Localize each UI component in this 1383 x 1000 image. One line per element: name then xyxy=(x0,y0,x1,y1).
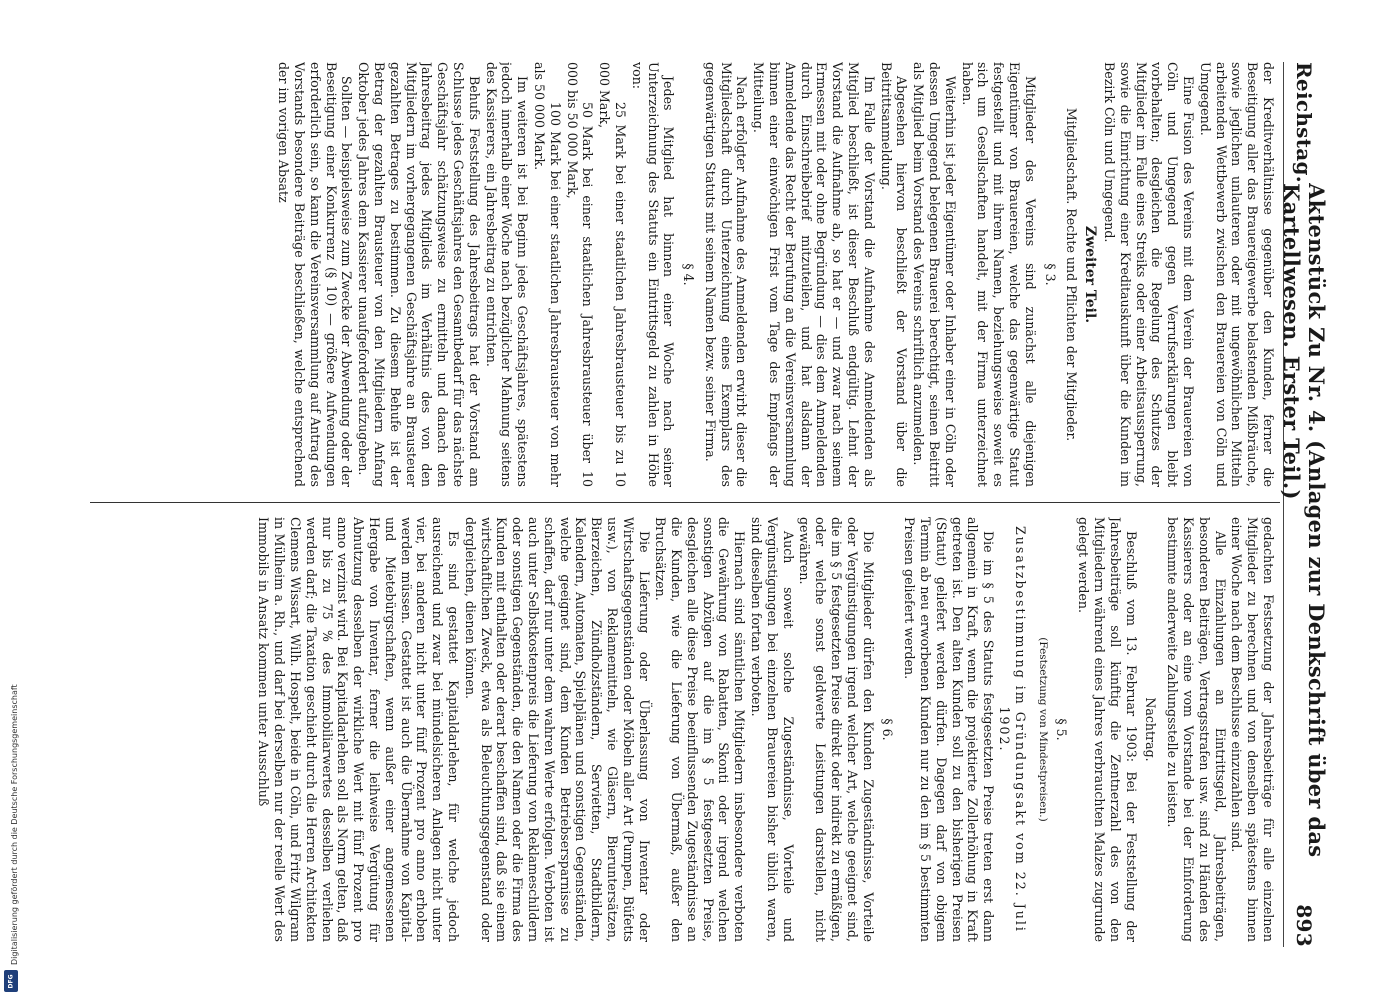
paragraph: Behufs Feststellung des Jahresbeitrags hat der Vorstand am Schlusse jedes Geschäftsjahres den Gesamtbedarf für das nächste Geschäftsjahr schätzungsweise zu ermitteln und danach den Jahresbeitrag jedes Mitglieds im Verhältnis des von den Mitgliedern im vorhergegangenen Geschäftsjahre an Brausteuer gezahlten Betrages zu bestimmen. Zu diesem Behufe ist der Betrag der gezahlten Brausteuer von den Mitgliedern Anfang Oktober jedes Jahres dem Kassierer unaufgefordert aufzugeben. xyxy=(356,62,482,487)
right-column xyxy=(91,517,1276,942)
dfg-logo xyxy=(4,970,18,992)
paragraph: Beschluß vom 13. Februar 1903: Bei der Feststellung der Jahresbeiträge soll künftig die Zentnerzahl des von den Mitgliedern während eines Jahres verbrauchten Malzes zugrunde gelegt werden. xyxy=(1076,517,1139,942)
scanned-page xyxy=(84,62,1329,947)
page-number: 893 xyxy=(1292,904,1316,947)
paragraph: Die Lieferung oder Überlassung von Inventar oder Wirtschaftsgegenständen oder Möbeln aller Art (Pumpen, Büfetts usw.), von Reklamemitteln, wie Gläsern, Bieruntersätzen, Bierzeichen, Zündholzständern, Servietten, Stadtbildern, Kalendern, Automaten, Spielplänen und sonstigen Gegenständen, welche geeignet sind, dem Kunden Betriebsersparnisse zu schaffen, darf nur unter dem wahren Werte erfolgen. Verboten ist auch unter Selbstkostenpreis die Lieferung von Reklameschildern oder sonstigen Gegenständen, die den Namen oder die Firma des Kunden mit enthalten oder derart beschaffen sind, daß sie einem wirtschaftlichen Zweck, etwa als Beleuchtungsgegenstand oder dergleichen, dienen können. xyxy=(462,517,652,942)
paragraph: Es sind gestattet Kapitaldarlehen, für welche jedoch ausreichend und zwar bei mündelsicheren Anlagen nicht unter vier, bei anderen nicht unter fünf Prozent pro anno erhoben werden müssen. Gestattet ist auch die Übernahme von Kapital- und Mietebürgschaften, wenn außer einer angemessenen Hergabe von Inventar, ferner die leihweise Vergütung für Abnutzung desselben der wirkliche Wert mit fünf Prozent pro anno verzinst wird. Bei Kapitaldarlehen soll als Norm gelten, daß nur bis zu 75 % des Immobiliarwertes desselben verliehen werden darf; die Taxation geschieht durch die Herren Architekten Clemens Wissart, Wilh. Hospelt, beide in Cöln, und Fritz Wilgram in Mülheim a. Rh., und darf bei derselben nur der reelle Wert des Immobils in Ansatz kommen unter Ausschluß xyxy=(256,517,461,942)
section-number: § 5. xyxy=(1054,718,1070,741)
digitization-sidebar xyxy=(0,0,20,1000)
page-header xyxy=(1279,62,1329,947)
paragraph: der Kreditverhältnisse gegenüber den Kunden, ferner die Beseitigung aller das Brauereigewerbe belastenden Mißbräuche, sowie jeglichen unlauteren oder mit ungewöhnlichen Mitteln arbeitenden Wettbewerb zwischen den Brauereien von Cöln und Umgegend. xyxy=(1197,62,1276,487)
dfg-logo-text: DFG xyxy=(7,973,15,989)
amount-line: 50 Mark bei einer staatlichen Jahresbrausteuer über 10 000 bis 50 000 Mark, xyxy=(564,62,596,487)
header-left: Reichstag. xyxy=(1292,62,1316,184)
paragraph: Abgesehen hiervon beschließt der Vorstand über die Beitrittsanmeldung. xyxy=(878,62,910,487)
nachtrag-heading: Nachtrag. xyxy=(1143,697,1159,762)
paragraph: Nach erfolgter Aufnahme des Anmeldenden erwirbt dieser die Mitgliedschaft durch Unterzeichnung eines Exemplars des gegenwärtigen Statuts mit seinem Namen bezw. seiner Firma. xyxy=(702,62,750,487)
amount-line: 100 Mark bei einer staatlichen Jahresbrausteuer von mehr als 50 000 Mark. xyxy=(531,62,563,487)
paragraph: Alle Einzahlungen an Eintrittsgeld, Jahresbeiträgen, besonderen Beiträgen, Vertragsstrafen usw. sind zu Händen des Kassierers oder an eine vom Vorstande bei der Einforderung bestimmte anderweite Zahlungsstelle zu leisten. xyxy=(1165,517,1228,942)
paragraph: Mitglieder des Vereins sind zunächst alle diejenigen Eigentümer von Brauereien, welche das gegenwärtige Statut festgestellt und mit ihrem Namen, beziehungsweise soweit es sich um Gesellschaften handelt, mit der Firma unterzeichnet haben. xyxy=(959,62,1038,487)
amount-line: 25 Mark bei einer staatlichen Jahresbrausteuer bis zu 10 000 Mark, xyxy=(597,62,628,487)
section-number: § 3. xyxy=(1042,263,1058,286)
paragraph: Im weiteren ist bei Beginn jedes Geschäftsjahres, spätestens jedoch innerhalb einer Woche nach bezüglicher Mahnung seitens des Kassierers, ein Jahresbeitrag zu entrichten. xyxy=(483,62,531,487)
paragraph: Die Mitglieder dürfen den Kunden Zugeständnisse, Vorteile oder Vergünstigungen irgend welcher Art, welche geeignet sind, die im § 5 festgesetzten Preise direkt oder indirekt zu ermäßigen, oder welche sonst geldwerte Leistungen darstellen, nicht gewähren. xyxy=(797,517,876,942)
paragraph: Sollten — beispielsweise zum Zwecke der Abwendung oder der Beseitigung einer Konkurrenz (§ 10) — größere Aufwendungen erforderlich sein, so kann die Vereinsversammlung auf Antrag des Vorstands besondere Beiträge beschließen, welche entsprechend der im vorigen Absatz xyxy=(276,62,355,487)
paragraph: Eine Fusion des Vereins mit dem Verein der Brauereien von Cöln und Umgegend gegen Verrufserklärungen bleibt vorbehalten; desgleichen die Regelung des Schutzes der Mitglieder im Falle eines Streiks oder einer Arbeitsaussperrung, sowie die Einrichtung einer Kreditauskunft über die Kunden im Bezirk Cöln und Umgegend. xyxy=(1102,62,1197,487)
paragraph: Auch soweit solche Zugeständnisse, Vorteile und Vergünstigungen bei einzelnen Brauereien bisher üblich waren, sind dieselben fortan verboten. xyxy=(749,517,796,942)
paragraph: gedachten Festsetzung der Jahresbeiträge für alle einzelnen Mitglieder zu berechnen und von denselben spätestens binnen einer Woche nach dem Beschlusse einzuzahlen sind. xyxy=(1229,517,1276,942)
section-subtitle: (Festsetzung von Mindestpreisen.) xyxy=(1036,637,1049,822)
paragraph: Die im § 5 des Statuts festgesetzten Preise treten erst dann allgemein in Kraft, wenn die projektierte Zollerhöhung in Kraft getreten ist. Den alten Kunden soll zu den bisherigen Preisen (Statut) geliefert werden dürfen. Dagegen darf von obigem Termin ab neu erworbenen Kunden nur zu den im § 5 bestimmten Preisen geliefert werden. xyxy=(902,517,997,942)
section-number: § 6. xyxy=(880,718,896,741)
section-number: § 4. xyxy=(681,263,697,286)
column-divider xyxy=(90,502,1280,503)
header-title: Aktenstück Zu Nr. 4. (Anlagen zur Denkschrift über das Kartellwesen. Erster Teil.) xyxy=(1279,183,1329,858)
paragraph: Jedes Mitglied hat binnen einer Woche nach seiner Unterzeichnung des Statuts ein Eintrittsgeld zu zahlen in Höhe von: xyxy=(629,62,677,487)
part-title: Zweiter Teil. xyxy=(1082,225,1099,324)
paragraph: Im Falle der Vorstand die Aufnahme des Anmeldenden als Mitglied beschließt, ist dieser Beschluß endgültig. Lehnt der Vorstand die Aufnahme ab, so hat er — und zwar nach seinem Ermessen mit oder ohne Begründung — dies dem Anmeldenden durch Einschreibebrief mitzuteilen, und hat alsdann der Anmeldende das Recht der Berufung an die Vereinsversammlung binnen einer einwöchigen Frist vom Tage des Empfangs der Mitteilung. xyxy=(751,62,877,487)
left-column xyxy=(91,62,1276,487)
paragraph: Weiterhin ist jeder Eigentümer oder Inhaber einer in Cöln oder dessen Umgegend belegenen Brauerei berechtigt, seinen Beitritt als Mitglied beim Vorstand des Vereins schriftlich anzumelden. xyxy=(911,62,958,487)
digitization-credit: Digitalisierung gefördert durch die Deutsche Forschungsgemeinschaft xyxy=(10,684,19,965)
supplementary-provision-heading: Zusatzbestimmung im Gründungsakt vom 22. Juli 1902. xyxy=(997,526,1028,933)
part-subtitle: Mitgliedschaft. Rechte und Pflichten der Mitglieder. xyxy=(1064,107,1080,442)
paragraph: Hiernach sind sämtlichen Mitgliedern insbesondere verboten die Gewährung von Rabatten, Skonti oder irgend welchen sonstigen Abzügen auf die im § 5 festgesetzten Preise, desgleichen alle diese Preise beeinflussenden Zugeständnisse an die Kunden, wie die Lieferung von Übermaß, außer den Bruchsätzen. xyxy=(653,517,748,942)
